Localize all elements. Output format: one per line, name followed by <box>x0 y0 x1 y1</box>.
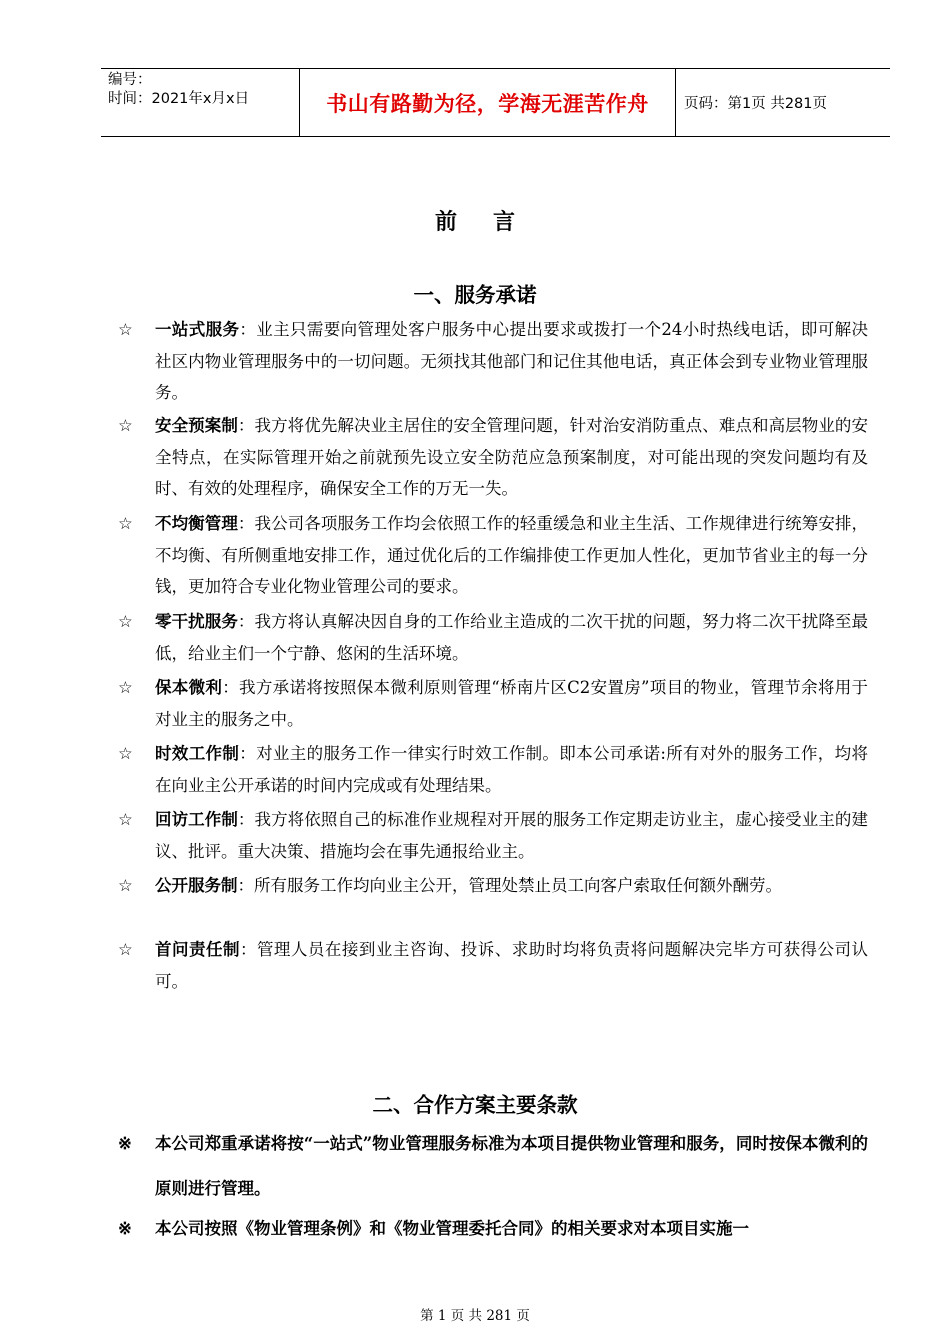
header-motto: 书山有路勤为径，学海无涯苦作舟 <box>300 69 676 136</box>
reference-mark-icon: ※ <box>118 1134 132 1153</box>
item-term: 不均衡管理 <box>155 514 238 533</box>
time-label: 时间：2021年x月x日 <box>108 91 250 107</box>
star-icon: ☆ <box>118 612 133 631</box>
number-label: 编号： <box>108 72 152 88</box>
item-term: 零干扰服务 <box>155 612 238 631</box>
item-term: 首问责任制 <box>155 940 240 959</box>
page-header <box>101 68 890 137</box>
list-item <box>118 738 868 801</box>
item-text: ：我方将依照自己的标准作业规程对开展的服务工作定期走访业主，虚心接受业主的建议、批评。重大决策、措施均会在事先通报给业主。 <box>155 810 869 861</box>
item-text: ：我方将优先解决业主居住的安全管理问题，针对治安消防重点、难点和高层物业的安全特点，在实际管理开始之前就预先设立安全防范应急预案制度，对可能出现的突发问题均有及时、有效的处理程序，确保安全工作的万无一失。 <box>155 416 869 498</box>
item-term: 公开服务制 <box>155 876 238 895</box>
star-icon: ☆ <box>118 416 133 435</box>
star-icon: ☆ <box>118 320 133 339</box>
clause-text: 本公司按照《物业管理条例》和《物业管理委托合同》的相关要求对本项目实施一 <box>155 1219 749 1238</box>
item-text: ：对业主的服务工作一律实行时效工作制。即本公司承诺:所有对外的服务工作，均将在向业主公开承诺的时间内完成或有处理结果。 <box>155 744 868 795</box>
list-item <box>118 606 868 669</box>
star-icon: ☆ <box>118 876 133 895</box>
item-text: ：所有服务工作均向业主公开，管理处禁止员工向客户索取任何额外酬劳。 <box>237 876 782 895</box>
header-meta <box>101 69 300 136</box>
item-text: ：我公司各项服务工作均会依照工作的轻重缓急和业主生活、工作规律进行统筹安排，不均衡、有所侧重地安排工作，通过优化后的工作编排使工作更加人性化，更加节省业主的每一分钱，更加符合专业化物业管理公司的要求。 <box>155 514 869 596</box>
item-text: ：我方将认真解决因自身的工作给业主造成的二次干扰的问题，努力将二次干扰降至最低，给业主们一个宁静、悠闲的生活环境。 <box>155 612 869 663</box>
list-item <box>118 934 868 997</box>
star-icon: ☆ <box>118 678 133 697</box>
page-footer: 第 1 页 共 281 页 <box>420 1308 530 1324</box>
star-icon: ☆ <box>118 744 133 763</box>
list-item <box>118 804 868 867</box>
item-term: 回访工作制 <box>155 810 238 829</box>
item-text: ：管理人员在接到业主咨询、投诉、求助时均将负责将问题解决完毕方可获得公司认可。 <box>155 940 869 991</box>
item-term: 时效工作制 <box>155 744 240 763</box>
clause-text: 本公司郑重承诺将按“一站式”物业管理服务标准为本项目提供物业管理和服务，同时按保本微利的原则进行管理。 <box>155 1134 868 1198</box>
item-term: 保本微利 <box>155 678 223 697</box>
list-item <box>118 314 868 409</box>
clause-item <box>118 1206 868 1251</box>
item-term: 安全预案制 <box>155 416 238 435</box>
star-icon: ☆ <box>118 940 133 959</box>
star-icon: ☆ <box>118 810 133 829</box>
list-item <box>118 870 868 902</box>
list-item <box>118 508 868 603</box>
section1-heading: 一、服务承诺 <box>413 283 537 307</box>
item-term: 一站式服务 <box>155 320 240 339</box>
section2-heading: 二、合作方案主要条款 <box>372 1093 578 1117</box>
header-page-label: 页码：第1页 共281页 <box>684 96 828 112</box>
item-text: ：我方承诺将按照保本微利原则管理“桥南片区C2安置房”项目的物业，管理节余将用于对业主的服务之中。 <box>155 678 869 729</box>
list-item <box>118 410 868 505</box>
item-text: ：业主只需要向管理处客户服务中心提出要求或拨打一个24小时热线电话，即可解决社区内物业管理服务中的一切问题。无须找其他部门和记住其他电话，真正体会到专业物业管理服务。 <box>155 320 868 402</box>
reference-mark-icon: ※ <box>118 1219 132 1238</box>
clause-item <box>118 1121 868 1211</box>
star-icon: ☆ <box>118 514 133 533</box>
list-item <box>118 672 868 735</box>
page-title: 前言 <box>434 209 551 235</box>
